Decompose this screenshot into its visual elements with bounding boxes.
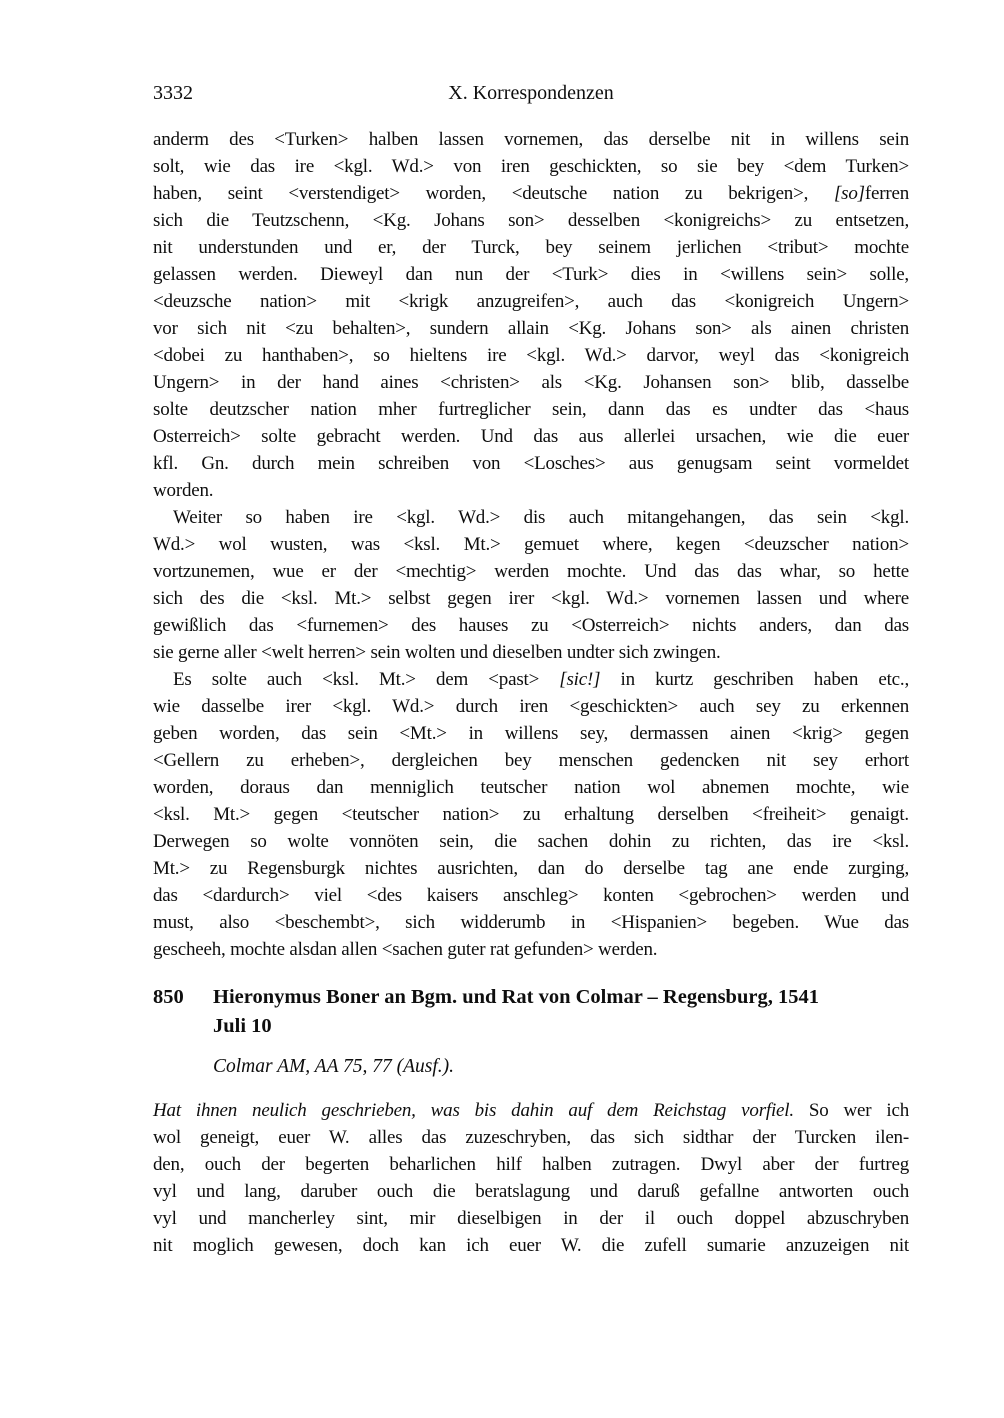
entry-number: 850 bbox=[153, 986, 184, 1008]
text-line bbox=[153, 612, 909, 639]
text-segment: Weiter so haben ire <kgl. Wd.> dis auch mitangehangen, das sein <kgl. bbox=[173, 507, 909, 528]
text-line bbox=[153, 234, 909, 261]
text-line bbox=[153, 828, 909, 855]
text-line bbox=[153, 666, 909, 693]
text-line bbox=[153, 936, 909, 963]
text-segment: worden. bbox=[153, 480, 214, 501]
text-line bbox=[153, 342, 909, 369]
running-head-title: X. Korrespondenzen bbox=[448, 82, 614, 104]
text-segment: vyl und mancherley sint, mir dieselbigen in der il ouch doppel abzuschryben bbox=[153, 1208, 909, 1229]
text-segment: in kurtz geschriben haben etc., bbox=[600, 669, 909, 690]
paragraph bbox=[153, 504, 909, 666]
text-line bbox=[153, 882, 909, 909]
text-segment: geben worden, das sein <Mt.> in willens sey, dermassen ainen <krig> gegen bbox=[153, 723, 909, 744]
paragraph bbox=[153, 666, 909, 963]
text-line bbox=[153, 423, 909, 450]
text-line bbox=[153, 855, 909, 882]
text-line bbox=[153, 693, 909, 720]
text-line bbox=[153, 288, 909, 315]
paragraph bbox=[153, 126, 909, 504]
entry-title bbox=[213, 983, 909, 1041]
text-segment: <ksl. Mt.> gegen <teutscher nation> zu erhaltung derselben <freiheit> genaigt. bbox=[153, 804, 909, 825]
text-line bbox=[153, 180, 909, 207]
text-segment: kfl. Gn. durch mein schreiben von <Losches> aus genugsam seint vormeldet bbox=[153, 453, 909, 474]
text-line bbox=[153, 558, 909, 585]
text-segment: das <dardurch> viel <des kaisers anschleg> konten <gebrochen> werden und bbox=[153, 885, 909, 906]
text-segment: nit moglich gewesen, doch kan ich euer W. die zufell sumarie anzuzeigen nit bbox=[153, 1235, 909, 1256]
entry-heading bbox=[153, 983, 909, 1041]
text-line bbox=[153, 639, 909, 666]
text-segment: anderm des <Turken> halben lassen vornemen, das derselbe nit in willens sein bbox=[153, 129, 909, 150]
text-segment: gescheeh, mochte alsdan allen <sachen guter rat gefunden> werden. bbox=[153, 939, 658, 960]
text-line bbox=[153, 1205, 909, 1232]
text-line bbox=[153, 504, 909, 531]
letter-body-text bbox=[153, 126, 909, 963]
text-segment: wol geneigt, euer W. alles das zuzeschryben, das sich sidthar der Turcken ilen- bbox=[153, 1127, 909, 1148]
text-line bbox=[153, 909, 909, 936]
text-segment: den, ouch der begerten beharlichen hilf halben zutragen. Dwyl aber der furtreg bbox=[153, 1154, 909, 1175]
text-line bbox=[153, 1151, 909, 1178]
text-segment: Osterreich> solte gebracht werden. Und das aus allerlei ursachen, wie die euer bbox=[153, 426, 909, 447]
italic-text-segment: [sic!] bbox=[559, 669, 601, 690]
text-segment: solt, wie das ire <kgl. Wd.> von iren geschickten, so sie bey <dem Turken> bbox=[153, 156, 909, 177]
text-line bbox=[153, 369, 909, 396]
text-line bbox=[153, 396, 909, 423]
text-segment: Ungern> in der hand aines <christen> als <Kg. Johansen son> blib, dasselbe bbox=[153, 372, 909, 393]
text-segment: vyl und lang, daruber ouch die beratslagung und daruß gefallne antworten ouch bbox=[153, 1181, 909, 1202]
text-segment: So wer ich bbox=[793, 1100, 909, 1121]
text-line bbox=[153, 585, 909, 612]
text-line bbox=[153, 207, 909, 234]
text-segment: Mt.> zu Regensburgk nichtes ausrichten, dan do derselbe tag ane ende zurging, bbox=[153, 858, 909, 879]
text-line bbox=[153, 153, 909, 180]
text-line bbox=[153, 1178, 909, 1205]
text-segment: sich des die <ksl. Mt.> selbst gegen irer <kgl. Wd.> vornemen lassen und where bbox=[153, 588, 909, 609]
text-line bbox=[153, 1232, 909, 1259]
text-line bbox=[153, 774, 909, 801]
text-segment: <Gellern zu erheben>, dergleichen bey menschen gedencken nit sey erhort bbox=[153, 750, 909, 771]
italic-text-segment: [so] bbox=[833, 183, 865, 204]
text-segment: <dobei zu hanthaben>, so hieltens ire <kgl. Wd.> darvor, weyl das <konigreich bbox=[153, 345, 909, 366]
text-segment: worden, doraus dan menniglich teutscher nation wol abnemen mochte, wie bbox=[153, 777, 909, 798]
text-segment: haben, seint <verstendiget> worden, <deutsche nation zu bekrigen>, bbox=[153, 183, 834, 204]
paragraph bbox=[153, 1097, 909, 1259]
entry-title-line2: Juli 10 bbox=[213, 1015, 272, 1037]
text-line bbox=[153, 531, 909, 558]
text-segment: Es solte auch <ksl. Mt.> dem <past> bbox=[173, 669, 560, 690]
text-segment: vor sich nit <zu behalten>, sundern allain <Kg. Johans son> als ainen christen bbox=[153, 318, 909, 339]
text-segment: ferren bbox=[864, 183, 909, 204]
entry-body-text bbox=[153, 1097, 909, 1259]
text-segment: Wd.> wol wusten, was <ksl. Mt.> gemuet where, kegen <deuzscher nation> bbox=[153, 534, 909, 555]
text-line bbox=[153, 720, 909, 747]
text-segment: Derwegen so wolte vonnöten sein, die sachen dohin zu richten, das ire <ksl. bbox=[153, 831, 909, 852]
text-line bbox=[153, 1124, 909, 1151]
text-segment: gelassen werden. Dieweyl dan nun der <Turk> dies in <willens sein> solle, bbox=[153, 264, 909, 285]
text-line bbox=[153, 801, 909, 828]
text-line bbox=[153, 1097, 909, 1124]
text-segment: gewißlich das <furnemen> des hauses zu <Osterreich> nichts anders, dan das bbox=[153, 615, 909, 636]
italic-text-segment: Hat ihnen neulich geschrieben, was bis dahin auf dem Reichstag vorfiel. bbox=[153, 1100, 794, 1121]
page-number: 3332 bbox=[153, 82, 193, 104]
text-segment: vortzunemen, wue er der <mechtig> werden mochte. Und das das whar, so hette bbox=[153, 561, 909, 582]
text-line bbox=[153, 747, 909, 774]
text-segment: sie gerne aller <welt herren> sein wolten und dieselben undter sich zwingen. bbox=[153, 642, 721, 663]
text-line bbox=[153, 261, 909, 288]
entry-title-line1: Hieronymus Boner an Bgm. und Rat von Colmar – Regensburg, 1541 bbox=[213, 986, 819, 1008]
text-line bbox=[153, 450, 909, 477]
text-line bbox=[153, 315, 909, 342]
text-line bbox=[153, 126, 909, 153]
text-segment: wie dasselbe irer <kgl. Wd.> durch iren <geschickten> auch sey zu erkennen bbox=[153, 696, 909, 717]
text-segment: <deuzsche nation> mit <krigk anzugreifen>, auch das <konigreich Ungern> bbox=[153, 291, 909, 312]
text-segment: solte deutzscher nation mher furtreglicher sein, dann das es undter das <haus bbox=[153, 399, 909, 420]
text-segment: sich die Teutzschenn, <Kg. Johans son> desselben <konigreichs> zu entsetzen, bbox=[153, 210, 909, 231]
text-segment: nit understunden und er, der Turck, bey seinem jerlichen <tribut> mochte bbox=[153, 237, 909, 258]
source-citation: Colmar AM, AA 75, 77 (Ausf.). bbox=[213, 1056, 455, 1077]
text-segment: must, also <beschembt>, sich widderumb in <Hispanien> begeben. Wue das bbox=[153, 912, 909, 933]
text-line bbox=[153, 477, 909, 504]
